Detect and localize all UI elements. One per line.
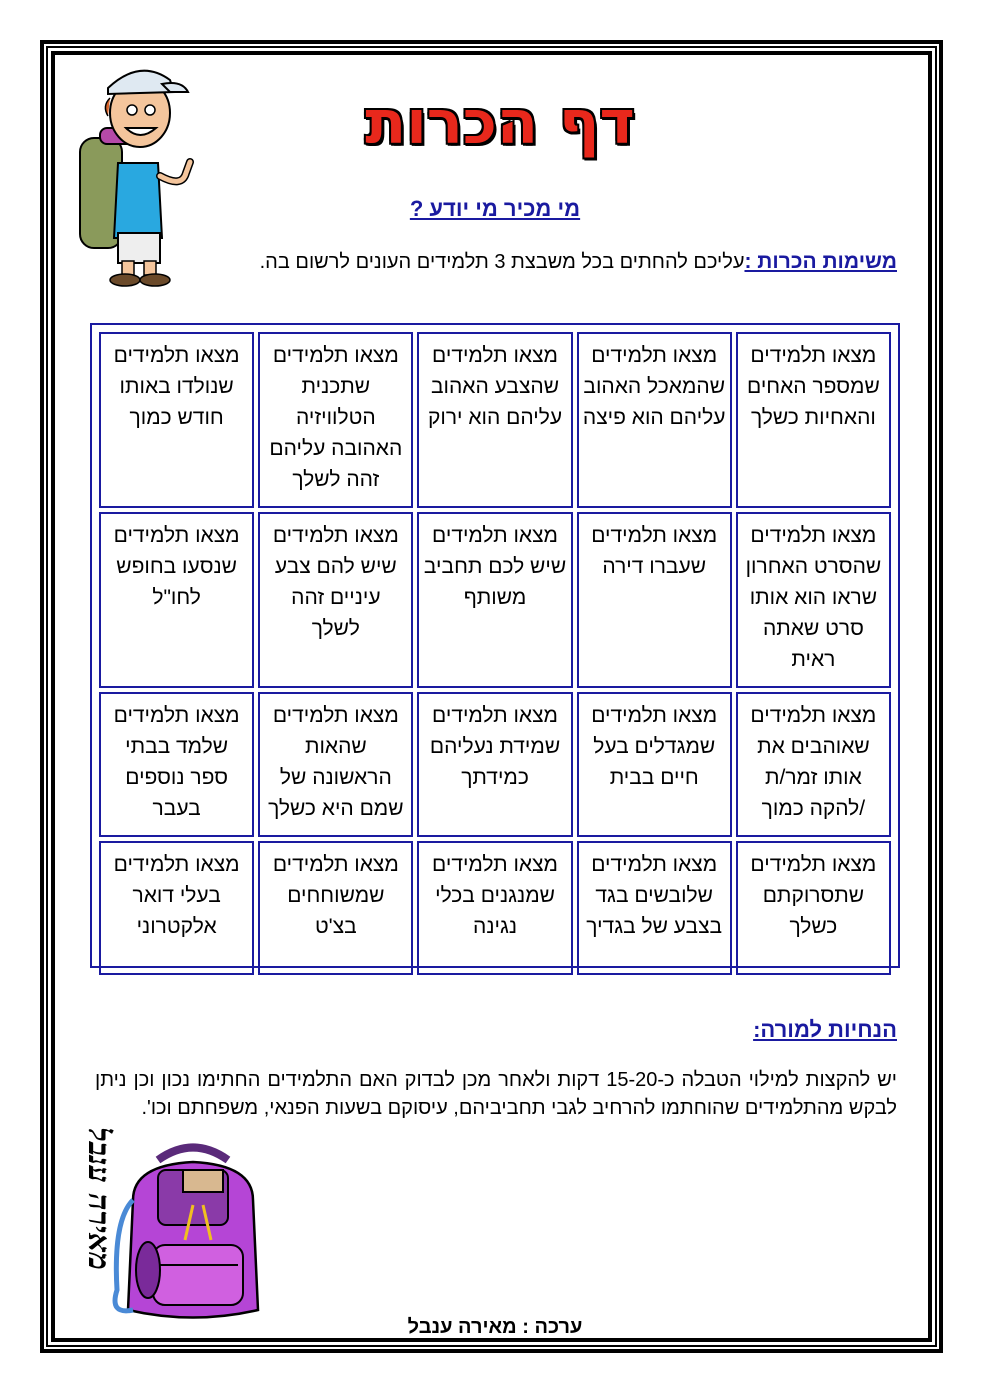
- acquaintance-table: [95, 328, 895, 979]
- table-row: [99, 692, 891, 837]
- grid-cell: מצאו תלמידים שהמאכל האהוב עליהם הוא פיצה: [577, 332, 732, 508]
- grid-cell: מצאו תלמידים שתסרוקתם כשלך: [736, 841, 891, 975]
- page-title: דף הכרות: [365, 88, 635, 158]
- grid-cell: מצאו תלמידים שלובשים בגד בצבע של בגדיך: [577, 841, 732, 975]
- grid-cell: מצאו תלמידים שמספר האחים והאחיות כשלך: [736, 332, 891, 508]
- grid-cell: מצאו תלמידים שמגדלים בעל חיים בבית: [577, 692, 732, 837]
- grid-cell: מצאו תלמידים שהסרט האחרון שראו הוא אותו סרט שאתה ראית: [736, 512, 891, 688]
- grid-cell: מצאו תלמידים שיש לכם תחביב משותף: [417, 512, 572, 688]
- table-row: [99, 332, 891, 508]
- table-row: [99, 512, 891, 688]
- grid-cell: מצאו תלמידים שהצבע האהוב עליהם הוא ירוק: [417, 332, 572, 508]
- teacher-instructions-heading: הנחיות למורה:: [753, 1017, 897, 1042]
- task-instructions: [177, 250, 897, 274]
- credit-line: ערכה : מאירה ענבל: [407, 1316, 583, 1338]
- grid-cell: מצאו תלמידים שנולדו באותו חודש כמוך: [99, 332, 254, 508]
- grid-cell: מצאו תלמידים שנסעו בחופש לחו"ל: [99, 512, 254, 688]
- grid-cell: מצאו תלמידים שלמד בבתי ספר נוספים בעבר: [99, 692, 254, 837]
- grid-cell: מצאו תלמידים שאוהבים את אותו זמר/ת /להקה כמוך: [736, 692, 891, 837]
- grid-cell: מצאו תלמידים שתכנית הטלוויזיה האהובה עליהם זהה לשלך: [258, 332, 413, 508]
- grid-cell: מצאו תלמידים שמנגנים בכלי נגינה: [417, 841, 572, 975]
- author-signature: מאירה ענבל: [81, 1127, 116, 1270]
- teacher-instructions-text: יש להקצות למילוי הטבלה כ-15-20 דקות ולאחר מכן לבדוק האם התלמידים החתימו נכון וכן ניתן לבקש מהתלמידים שהוחתמו להרחיב לגבי תחביביהם, עיסוקם בשעות הפנאי, משפחתם וכו'.: [95, 1069, 897, 1119]
- task-text: עליכם להחתים בכל משבצת 3 תלמידים העונים לרשום בה.: [259, 251, 745, 273]
- grid-cell: מצאו תלמידים בעלי דואר אלקטרוני: [99, 841, 254, 975]
- acquaintance-grid: [90, 323, 900, 968]
- task-label: משימות הכרות :: [744, 250, 897, 273]
- grid-cell: מצאו תלמידים שמידת נעליהם כמידתך: [417, 692, 572, 837]
- page-subtitle: מי מכיר מי יודע ?: [409, 196, 581, 221]
- backpack-illustration: [103, 1140, 283, 1330]
- grid-cell: מצאו תלמידים שיש להם צבע עיניים זהה לשלך: [258, 512, 413, 688]
- table-row: [99, 841, 891, 975]
- grid-cell: מצאו תלמידים שמשוחחים בצ'ט: [258, 841, 413, 975]
- grid-cell: מצאו תלמידים שעברו דירה: [577, 512, 732, 688]
- grid-cell: מצאו תלמידים שהאות הראשונה של שמם היא כשלך: [258, 692, 413, 837]
